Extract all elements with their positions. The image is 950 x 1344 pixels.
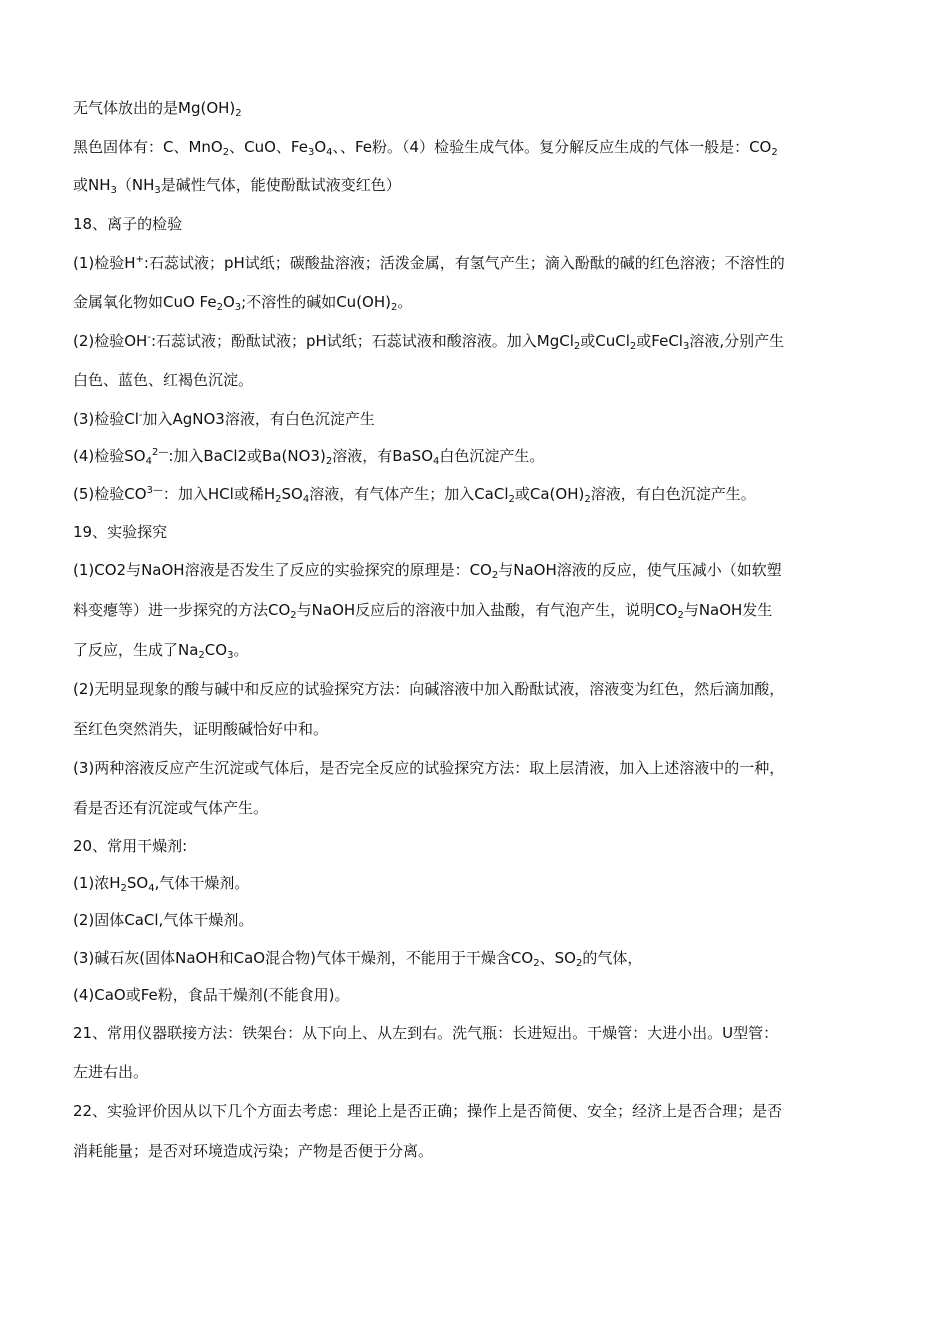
section-heading-19 [73,522,167,542]
text-run: O [222,293,235,311]
text-run: 看是否还有沉淀或气体产生。 [73,799,269,817]
subscript: 2 [275,494,282,505]
text-run: (1)浓H [73,874,121,892]
text-run: 、CuO、Fe [229,138,308,156]
text-run: 是碱性气体，能使酚酞试液变红色） [160,176,401,194]
text-run: 与NaOH发生 [683,601,773,619]
text-run: (1)CO2与NaOH溶液是否发生了反应的实验探究的原理是：CO [73,561,492,579]
subscript: 3 [227,650,234,661]
text-run: (3)碱石灰(固体NaOH和CaO混合物)气体干燥剂，不能用于干燥含CO [73,949,534,967]
text-line [73,292,412,312]
text-run: 19、实验探究 [73,523,168,541]
text-run: CO [204,641,228,659]
text-run: 了反应，生成了Na [73,641,199,659]
text-run: :石蕊试液；酚酞试液；pH试纸；石蕊试液和酸溶液。加入MgCl [150,332,574,350]
text-run: (1)检验H [73,254,136,272]
text-run: 溶液，有白色沉淀产生。 [590,485,756,503]
subscript: 2 [235,108,242,119]
section-heading-21 [73,1023,778,1043]
text-line [73,910,253,930]
text-run: 与NaOH溶液的反应，使气压减小（如软塑 [498,561,782,579]
text-run: 22、实验评价因从以下几个方面去考虑：理论上是否正确；操作上是否简便、安全；经济上是否合理；是否 [73,1102,783,1120]
subscript: 2 [677,610,684,621]
subscript: 4 [148,883,155,894]
subscript: 4 [145,456,152,467]
text-run: 溶液，有气体产生；加入CaCl [309,485,509,503]
text-run: 黑色固体有：C、MnO [73,138,223,156]
subscript: 3 [154,185,161,196]
superscript: 2— [151,447,169,458]
section-heading-22 [73,1101,782,1121]
subscript: 2 [771,147,778,158]
subscript: 2 [120,883,127,894]
subscript: 3 [110,185,117,196]
subscript: 2 [584,494,591,505]
text-run: ：加入HCl或稀H [162,485,276,503]
text-run: (3)两种溶液反应产生沉淀或气体后，是否完全反应的试验探究方法：取上层清液，加入上述溶液中的一种， [73,759,785,777]
superscript: - [147,332,151,343]
text-run: 或CuCl [580,332,630,350]
text-line [73,175,401,195]
text-run: (3)检验Cl [73,410,139,428]
text-line [73,1062,148,1082]
subscript: 2 [533,958,540,969]
text-line [73,331,784,351]
text-run: 无气体放出的是Mg(OH) [73,99,236,117]
subscript: 2 [216,302,223,313]
text-run: SO [126,874,149,892]
text-run: :加入BaCl2或Ba(NO3) [168,447,326,465]
text-line [73,873,249,893]
text-run: SO [281,485,303,503]
text-run: ;不溶性的碱如Cu(OH) [241,293,391,311]
text-run: 料变瘪等）进一步探究的方法CO [73,601,291,619]
text-line [73,253,785,273]
text-line [73,948,642,968]
text-line [73,370,253,390]
text-line [73,409,375,429]
text-run: 、、Fe粉。（4）检验生成气体。复分解反应生成的气体一般是：CO [332,138,772,156]
subscript: 4 [433,456,440,467]
text-run: 或NH [73,176,111,194]
text-run: 加入AgNO3溶液，有白色沉淀产生 [142,410,375,428]
text-line [73,985,349,1005]
text-run: 18、离子的检验 [73,215,183,233]
subscript: 4 [302,494,310,505]
subscript: 2 [325,456,333,467]
text-run: (5)检验CO [73,485,147,503]
text-run: :石蕊试液；pH试纸；碳酸盐溶液；活泼金属，有氢气产生；滴入酚酞的碱的红色溶液；不溶性的 [143,254,785,272]
text-run: (2)检验OH [73,332,148,350]
section-heading-20 [73,836,187,856]
superscript: - [138,410,143,421]
subscript: 2 [198,650,205,661]
subscript: 2 [222,147,230,158]
text-run: 或FeCl [636,332,683,350]
text-run: 或Ca(OH) [514,485,585,503]
superscript: 3— [146,485,163,496]
text-run: 白色沉淀产生。 [439,447,545,465]
subscript: 2 [491,570,499,581]
text-line [73,758,784,778]
text-line [73,719,328,739]
section-heading-18 [73,214,182,234]
text-run: 至红色突然消失，证明酸碱恰好中和。 [73,720,329,738]
text-run: 左进右出。 [73,1063,149,1081]
text-run: (2)无明显现象的酸与碱中和反应的试验探究方法：向碱溶液中加入酚酞试液，溶液变为红色，然后滴加酸， [73,680,785,698]
text-run: (4)检验SO [73,447,146,465]
text-run: ,气体干燥剂。 [154,874,250,892]
text-run: 消耗能量；是否对环境造成污染；产物是否便于分离。 [73,1142,434,1160]
text-run: O [314,138,327,156]
text-line [73,560,782,580]
text-run: 金属氧化物如CuO Fe [73,293,217,311]
text-line [73,679,784,699]
text-run: 20、常用干燥剂: [73,837,188,855]
text-run: 21、常用仪器联接方法：铁架台：从下向上、从左到右。洗气瓶：长进短出。干燥管：大进小出。U型管： [73,1024,779,1042]
text-line [73,484,756,504]
subscript: 2 [290,610,297,621]
subscript: 2 [575,958,583,969]
text-line [73,98,242,118]
subscript: 2 [390,302,398,313]
text-line [73,600,772,620]
text-run: 。 [233,641,249,659]
subscript: 2 [508,494,515,505]
text-run: 的气体， [582,949,643,967]
subscript: 2 [573,341,581,352]
text-run: （NH [116,176,155,194]
text-run: 。 [397,293,413,311]
text-run: 与NaOH反应后的溶液中加入盐酸，有气泡产生，说明CO [296,601,678,619]
superscript: + [135,254,144,265]
subscript: 4 [326,147,333,158]
text-line [73,446,544,466]
text-line [73,137,778,157]
text-line [73,798,268,818]
text-line [73,640,248,660]
text-run: (2)固体CaCl,气体干燥剂。 [73,911,254,929]
text-run: 溶液，有BaSO [332,447,433,465]
text-run: 白色、蓝色、红褐色沉淀。 [73,371,254,389]
subscript: 3 [307,147,315,158]
text-line [73,1141,433,1161]
subscript: 2 [629,341,637,352]
text-run: (4)CaO或Fe粉，食品干燥剂(不能食用)。 [73,986,350,1004]
text-run: 溶液,分别产生 [689,332,785,350]
subscript: 3 [682,341,690,352]
text-run: 、SO [539,949,576,967]
subscript: 3 [234,302,242,313]
